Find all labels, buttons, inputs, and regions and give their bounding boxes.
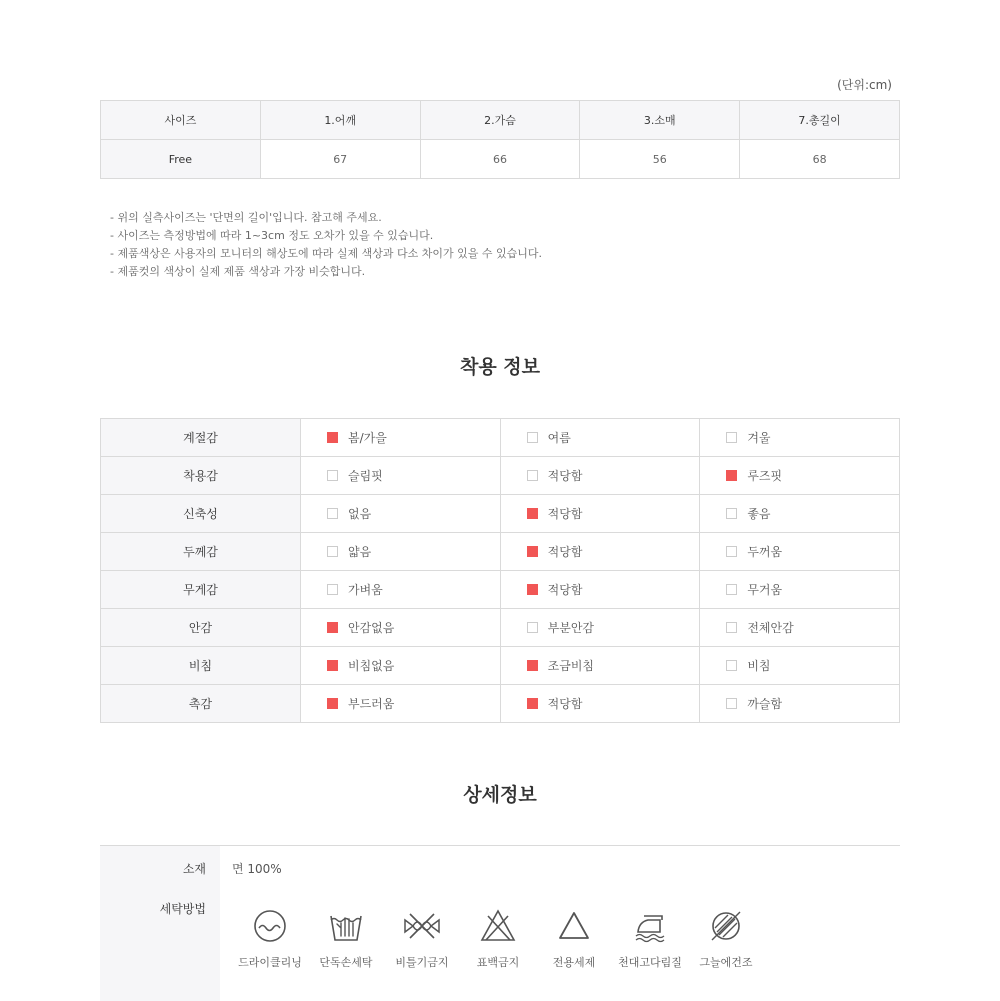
care-item (460, 906, 536, 970)
care-item (232, 906, 308, 970)
care-icons (232, 906, 764, 970)
size-header-cell: 1.어깨 (260, 101, 420, 140)
fit-row (101, 495, 900, 533)
unchecked-box-icon (726, 698, 737, 709)
fit-option (500, 647, 700, 685)
fit-row-label: 두께감 (101, 533, 301, 571)
detail-info-title: 상세정보 (463, 784, 537, 806)
size-value-cell: 56 (580, 140, 740, 179)
size-table-header-row (101, 101, 900, 140)
checked-box-icon (327, 622, 338, 633)
note-line: - 제품색상은 사용자의 모니터의 해상도에 따라 실제 색상과 다소 차이가 있을 수 있습니다. (110, 247, 542, 260)
fit-option (301, 685, 501, 723)
fit-option (500, 457, 700, 495)
fit-option (301, 609, 501, 647)
size-header-cell: 사이즈 (101, 101, 261, 140)
fit-option-label: 얇음 (348, 545, 372, 559)
unchecked-box-icon (327, 470, 338, 481)
fit-option-label: 적당함 (547, 507, 583, 521)
fit-option-label: 적당함 (547, 697, 583, 711)
fit-row (101, 419, 900, 457)
size-table-row (101, 140, 900, 179)
fit-row-label: 착용감 (101, 457, 301, 495)
fit-row-label: 촉감 (101, 685, 301, 723)
fit-option (700, 419, 900, 457)
dry-clean-icon (250, 906, 290, 946)
unchecked-box-icon (726, 508, 737, 519)
note-line: - 위의 실측사이즈는 '단면의 길이'입니다. 참고해 주세요. (110, 211, 382, 224)
fit-option (500, 609, 700, 647)
fit-option-label: 안감없음 (348, 621, 395, 635)
unchecked-box-icon (327, 584, 338, 595)
fit-option (301, 495, 501, 533)
unchecked-box-icon (726, 584, 737, 595)
fit-row (101, 609, 900, 647)
care-item (536, 906, 612, 970)
size-header-cell: 7.총길이 (740, 101, 900, 140)
care-item-label: 단독손세탁 (319, 956, 373, 969)
fit-row (101, 685, 900, 723)
care-item-label: 그늘에건조 (699, 956, 753, 969)
fit-option-label: 비침없음 (348, 659, 395, 673)
checked-box-icon (327, 660, 338, 671)
care-item-label: 비틀기금지 (395, 956, 449, 969)
fit-row-label: 안감 (101, 609, 301, 647)
fit-option-label: 적당함 (547, 545, 583, 559)
fit-option-label: 까슬함 (747, 697, 783, 711)
care-item-label: 전용세제 (552, 956, 596, 969)
unchecked-box-icon (527, 432, 538, 443)
size-name-cell: Free (101, 140, 261, 179)
unchecked-box-icon (527, 470, 538, 481)
care-item-label: 표백금지 (476, 956, 520, 969)
checked-box-icon (726, 470, 737, 481)
fit-option-label: 무거움 (747, 583, 783, 597)
unchecked-box-icon (327, 508, 338, 519)
fit-option (301, 419, 501, 457)
fit-option (700, 533, 900, 571)
fit-info-table (100, 418, 900, 723)
fit-option (700, 609, 900, 647)
care-item (308, 906, 384, 970)
fit-option-label: 부분안감 (547, 621, 595, 635)
fit-option (500, 571, 700, 609)
note-line: - 사이즈는 측정방법에 따라 1~3cm 정도 오차가 있을 수 있습니다. (110, 229, 434, 242)
fit-option (301, 457, 501, 495)
checked-box-icon (527, 546, 538, 557)
unchecked-box-icon (726, 546, 737, 557)
fit-option-label: 적당함 (547, 469, 583, 483)
size-value-cell: 67 (260, 140, 420, 179)
fit-row-label: 무게감 (101, 571, 301, 609)
neutral-detergent-icon (554, 906, 594, 946)
material-label: 소재 (182, 862, 206, 876)
fit-row (101, 457, 900, 495)
detail-label-column (100, 846, 220, 1001)
fit-option-label: 없음 (348, 507, 372, 521)
fit-option-label: 적당함 (547, 583, 583, 597)
fit-row (101, 647, 900, 685)
fit-option (301, 571, 501, 609)
fit-option-label: 좋음 (747, 507, 771, 521)
size-header-cell: 2.가슴 (420, 101, 580, 140)
care-item (384, 906, 460, 970)
fit-option-label: 비침 (747, 659, 771, 673)
fit-option (500, 685, 700, 723)
fit-row-label: 비침 (101, 647, 301, 685)
care-item-label: 드라이클리닝 (238, 956, 302, 969)
care-item-label: 천대고다림질 (618, 956, 682, 969)
fit-option (301, 533, 501, 571)
size-header-cell: 3.소매 (580, 101, 740, 140)
fit-row (101, 533, 900, 571)
fit-row-label: 계절감 (101, 419, 301, 457)
fit-option-label: 전체안감 (747, 621, 794, 635)
note-line: - 제품컷의 색상이 실제 제품 색상과 가장 비슷합니다. (110, 265, 366, 278)
unchecked-box-icon (726, 432, 737, 443)
size-notes (110, 209, 542, 281)
size-value-cell: 66 (420, 140, 580, 179)
fit-option (500, 533, 700, 571)
fit-option (700, 647, 900, 685)
fit-option-label: 조금비침 (547, 659, 595, 673)
shade-dry-icon (706, 906, 746, 946)
fit-option (700, 571, 900, 609)
care-item (612, 906, 688, 970)
fit-option (301, 647, 501, 685)
size-table (100, 100, 900, 179)
care-label: 세탁방법 (159, 902, 206, 916)
unit-note: (단위:cm) (837, 78, 892, 92)
checked-box-icon (527, 508, 538, 519)
fit-row (101, 571, 900, 609)
fit-info-title: 착용 정보 (459, 356, 541, 378)
material-value: 면 100% (232, 862, 282, 876)
checked-box-icon (527, 660, 538, 671)
iron-cloth-icon (630, 906, 670, 946)
no-bleach-icon (478, 906, 518, 946)
unchecked-box-icon (726, 622, 737, 633)
unchecked-box-icon (527, 622, 538, 633)
checked-box-icon (527, 698, 538, 709)
fit-option (700, 495, 900, 533)
fit-option-label: 여름 (547, 431, 571, 445)
unchecked-box-icon (726, 660, 737, 671)
checked-box-icon (327, 698, 338, 709)
fit-option-label: 루즈핏 (747, 469, 783, 483)
fit-option-label: 부드러움 (348, 697, 395, 711)
fit-option-label: 두꺼움 (747, 545, 783, 559)
fit-row-label: 신축성 (101, 495, 301, 533)
size-value-cell: 68 (740, 140, 900, 179)
fit-option (500, 419, 700, 457)
checked-box-icon (527, 584, 538, 595)
fit-option (700, 685, 900, 723)
unchecked-box-icon (327, 546, 338, 557)
detail-info-table (100, 845, 900, 1001)
checked-box-icon (327, 432, 338, 443)
fit-option-label: 슬림핏 (348, 469, 383, 483)
fit-option-label: 가벼움 (348, 583, 383, 597)
care-item (688, 906, 764, 970)
fit-option (700, 457, 900, 495)
fit-option-label: 봄/가을 (348, 431, 387, 445)
fit-option (500, 495, 700, 533)
no-wring-icon (402, 906, 442, 946)
hand-wash-icon (326, 906, 366, 946)
fit-option-label: 겨울 (747, 431, 771, 445)
